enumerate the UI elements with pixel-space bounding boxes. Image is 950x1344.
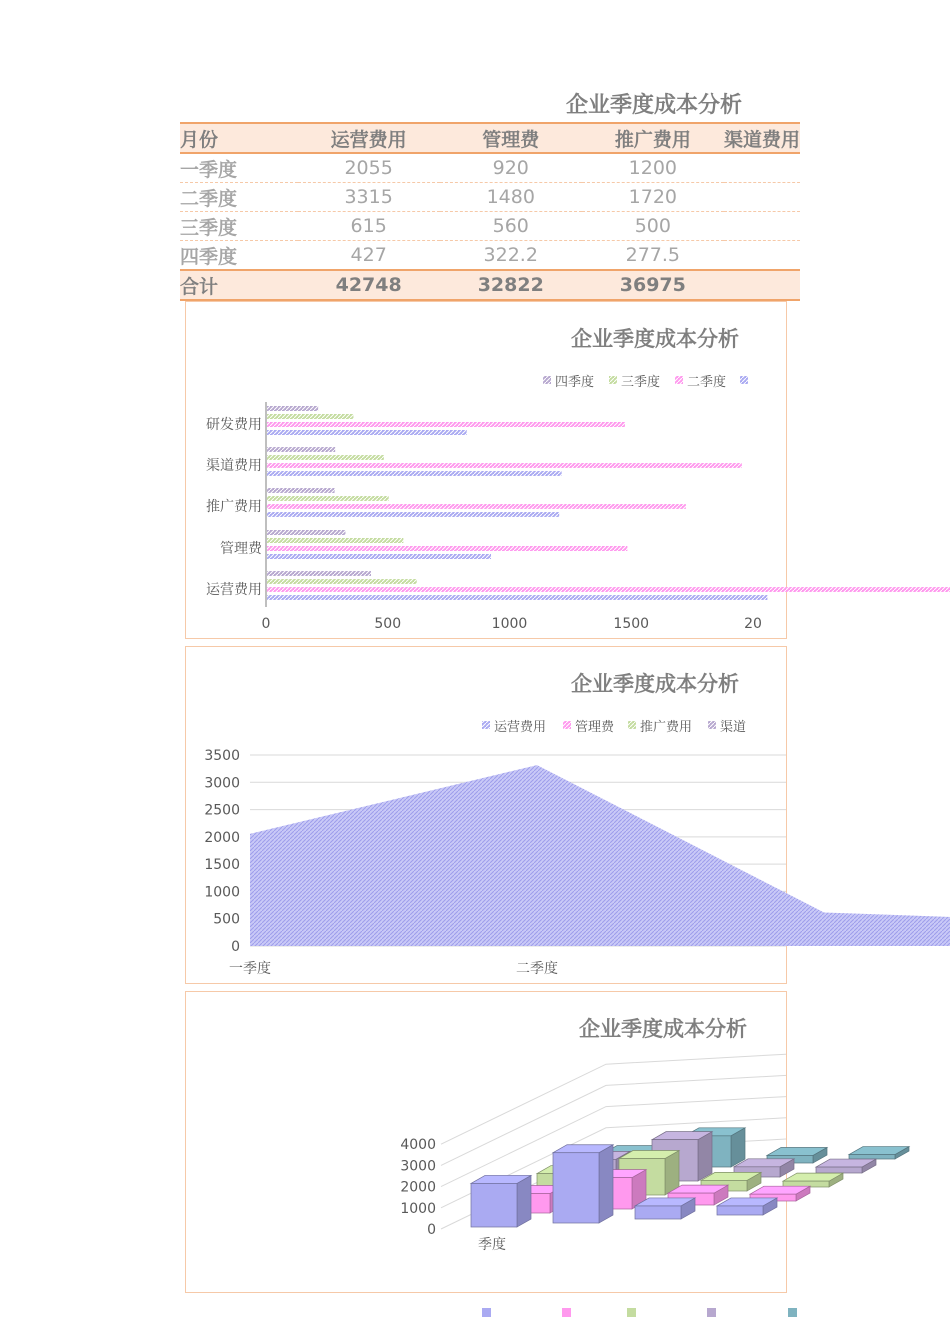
bar-series: [267, 406, 950, 600]
chart-legend: [543, 374, 748, 390]
column-front: [717, 1206, 763, 1215]
bar: [267, 488, 335, 493]
table-cell: 2055: [298, 153, 440, 183]
bar: [267, 496, 389, 501]
bar: [267, 579, 417, 584]
y-tick-label: 3000: [400, 1158, 436, 1175]
x-tick-label: 20: [744, 616, 762, 632]
header-operations: 运营费用: [298, 123, 440, 153]
y-tick-label: 3500: [204, 748, 240, 764]
legend-swatch: [675, 376, 683, 384]
y-tick-label: 2500: [204, 802, 240, 819]
column-front: [553, 1153, 599, 1223]
chart-title: 企业季度成本分析: [579, 1017, 747, 1041]
column-side: [599, 1145, 613, 1223]
x-tick-label: 1500: [613, 616, 650, 632]
legend-swatch: [482, 721, 490, 729]
legend-marker: [788, 1308, 797, 1317]
legend-marker: [482, 1308, 491, 1317]
chart-legend: [482, 719, 746, 735]
table-cell: 500: [582, 212, 724, 241]
table-cell: 560: [440, 212, 582, 241]
table-cell: [724, 241, 800, 271]
table-cell: [724, 183, 800, 212]
legend-label: 运营费用: [494, 720, 547, 735]
bar: [267, 471, 562, 476]
row-label: 二季度: [180, 183, 298, 212]
column-front: [635, 1206, 681, 1219]
chart-panel-area[interactable]: [185, 646, 787, 984]
chart-title: 企业季度成本分析: [571, 327, 739, 351]
y-tick-labels: [204, 748, 240, 955]
y-tick-label: 500: [213, 911, 240, 928]
header-promotion: 推广费用: [582, 123, 724, 153]
bar: [267, 463, 742, 468]
category-label: 运营费用: [206, 582, 262, 598]
row-label: 三季度: [180, 212, 298, 241]
header-channel: 渠道费用: [724, 123, 800, 153]
bottom-legend-markers: [0, 1300, 950, 1324]
3d-column-chart: [186, 992, 786, 1292]
legend-label: 四季度: [555, 375, 595, 390]
table-cell: 1720: [582, 183, 724, 212]
table-row: [180, 212, 800, 241]
y-tick-label: 1000: [400, 1200, 436, 1217]
table-cell: 277.5: [582, 241, 724, 271]
y-tick-label: 1000: [204, 884, 240, 901]
legend-label: 推广费用: [640, 720, 693, 735]
table-cell: 920: [440, 153, 582, 183]
legend-label: 管理费: [575, 720, 615, 735]
bar: [267, 414, 353, 419]
table-cell: [724, 153, 800, 183]
table-cell: 1200: [582, 153, 724, 183]
bar: [267, 512, 559, 517]
total-cell: 42748: [298, 270, 440, 300]
y-tick-label: 2000: [400, 1179, 436, 1196]
legend-marker: [707, 1308, 716, 1317]
y-tick-label: 3000: [204, 775, 240, 792]
bar: [267, 504, 686, 509]
column-side: [517, 1175, 531, 1227]
column-front: [471, 1183, 517, 1227]
table-cell: 615: [298, 212, 440, 241]
table-cell: 427: [298, 241, 440, 271]
bar: [267, 546, 627, 551]
category-label: 管理费: [220, 541, 262, 557]
y-tick-label: 1500: [204, 857, 240, 874]
bar: [267, 538, 403, 543]
bar: [267, 595, 767, 600]
table-row: [180, 153, 800, 183]
row-label: 一季度: [180, 153, 298, 183]
legend-swatch: [543, 376, 551, 384]
total-label: 合计: [180, 270, 298, 300]
x-tick-labels: [229, 960, 558, 977]
cost-table: [180, 122, 800, 301]
total-cell: [724, 270, 800, 300]
column-side: [698, 1132, 712, 1181]
x-tick-label: 0: [261, 616, 271, 632]
y-tick-label: 4000: [400, 1137, 436, 1154]
page-title: 企业季度成本分析: [566, 93, 743, 118]
x-tick-label: 一季度: [229, 961, 271, 977]
bar: [267, 587, 950, 592]
table-cell: 1480: [440, 183, 582, 212]
header-management: 管理费: [440, 123, 582, 153]
axis-label: 季度: [478, 1237, 506, 1253]
area-fill: [250, 765, 950, 946]
bar: [267, 571, 371, 576]
legend-swatch: [708, 721, 716, 729]
y-tick-label: 0: [427, 1222, 436, 1238]
x-tick-labels: [262, 616, 762, 632]
legend-swatch: [563, 721, 571, 729]
y-tick-label: 2000: [204, 829, 240, 846]
legend-swatch: [609, 376, 617, 384]
x-tick-label: 500: [374, 616, 402, 632]
bar: [267, 430, 467, 435]
legend-label: 渠道: [720, 720, 747, 735]
bar: [267, 447, 335, 452]
y-tick-labels: [400, 1137, 436, 1238]
legend-swatch: [740, 376, 748, 384]
table-row: [180, 241, 800, 271]
header-month: 月份: [180, 123, 298, 153]
column-series: [471, 1128, 909, 1227]
table-total-row: [180, 270, 800, 300]
table-cell: 322.2: [440, 241, 582, 271]
column-front: [816, 1167, 862, 1173]
row-label: 四季度: [180, 241, 298, 271]
table-cell: 3315: [298, 183, 440, 212]
bar: [267, 554, 491, 559]
x-tick-label: 二季度: [516, 961, 558, 977]
area-chart: [186, 647, 786, 983]
area-series: [250, 765, 950, 946]
bar: [267, 455, 384, 460]
total-cell: 36975: [582, 270, 724, 300]
legend-swatch: [628, 721, 636, 729]
bar: [267, 406, 318, 411]
bar: [267, 530, 345, 535]
chart-panel-3d[interactable]: [185, 991, 787, 1293]
table-row: [180, 183, 800, 212]
category-labels: [206, 416, 263, 598]
category-label: 研发费用: [206, 417, 262, 433]
legend-label: 三季度: [621, 375, 661, 390]
bar: [267, 422, 625, 427]
total-cell: 32822: [440, 270, 582, 300]
legend-marker: [627, 1308, 636, 1317]
category-label: 推广费用: [206, 499, 262, 515]
bar-chart: [186, 302, 786, 638]
chart-panel-bar[interactable]: [185, 301, 787, 639]
table-header-row: [180, 123, 800, 153]
column-front: [849, 1155, 895, 1159]
legend-marker: [562, 1308, 571, 1317]
x-tick-label: 1000: [491, 616, 528, 632]
y-tick-label: 0: [231, 939, 240, 955]
chart-title: 企业季度成本分析: [571, 672, 739, 696]
table-cell: [724, 212, 800, 241]
legend-label: 二季度: [687, 375, 727, 390]
category-label: 渠道费用: [206, 458, 262, 474]
